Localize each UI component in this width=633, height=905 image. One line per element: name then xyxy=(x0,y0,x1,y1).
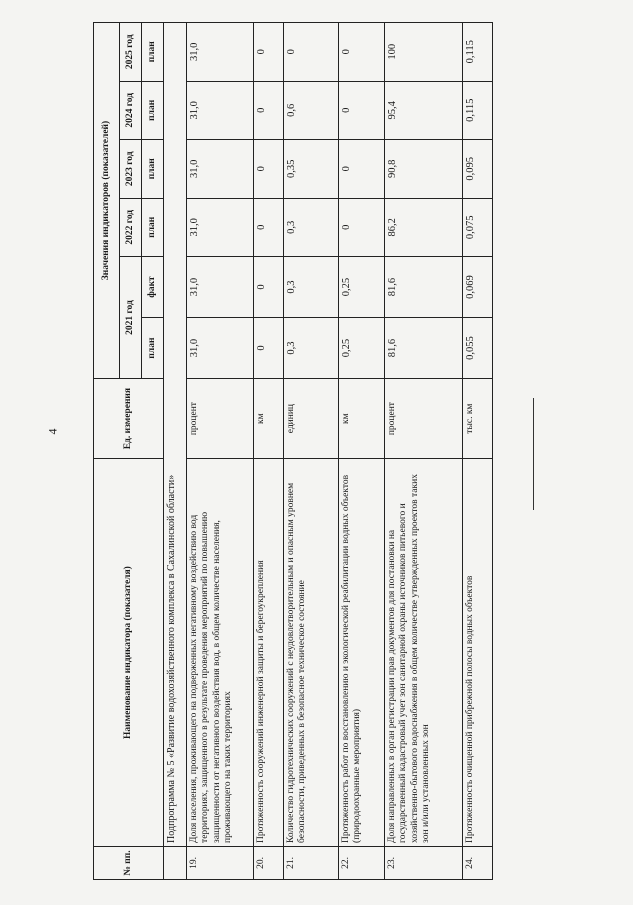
header-2025-plan: план xyxy=(142,23,164,82)
row-2025: 0 xyxy=(253,23,283,82)
row-2021-fact: 0,3 xyxy=(283,257,338,318)
row-2021-fact: 31,0 xyxy=(187,257,254,318)
row-2021-plan: 0 xyxy=(253,318,283,379)
table-row xyxy=(384,23,462,880)
page-number: 4 xyxy=(45,428,60,435)
indicators-sheet xyxy=(93,22,493,880)
row-num: 24. xyxy=(463,846,493,879)
header-unit: Ед. измерения xyxy=(94,379,164,459)
row-2021-plan: 0,055 xyxy=(463,318,493,379)
row-unit: процент xyxy=(187,379,254,459)
table-row xyxy=(463,23,493,880)
row-2023: 90,8 xyxy=(384,140,462,198)
row-num: 23. xyxy=(384,846,462,879)
header-num: № пп. xyxy=(94,846,164,879)
row-num: 19. xyxy=(187,846,254,879)
table-row xyxy=(338,23,384,880)
header-2021-plan: план xyxy=(142,318,164,379)
row-2024: 0,115 xyxy=(463,81,493,139)
header-name: Наименование индикатора (показателя) xyxy=(94,459,164,847)
row-2025: 100 xyxy=(384,23,462,82)
row-2021-fact: 0,25 xyxy=(338,257,384,318)
row-num: 21. xyxy=(283,846,338,879)
row-2022: 0,3 xyxy=(283,198,338,256)
row-unit: процент xyxy=(384,379,462,459)
row-2025: 31,0 xyxy=(187,23,254,82)
row-2022: 0 xyxy=(338,198,384,256)
row-2022: 0 xyxy=(253,198,283,256)
table-header xyxy=(94,23,164,880)
row-2024: 95,4 xyxy=(384,81,462,139)
row-2021-fact: 0 xyxy=(253,257,283,318)
row-name: Протяженность очищенной прибрежной полосы водных объектов xyxy=(463,459,493,847)
table-row xyxy=(283,23,338,880)
subprogram-title: Подпрограмма № 5 «Развитие водохозяйственного комплекса в Сахалинской области» xyxy=(164,23,187,847)
row-name: Протяженность сооружений инженерной защиты и берегоукрепления xyxy=(253,459,283,847)
subprogram-row xyxy=(164,23,187,880)
header-2024-plan: план xyxy=(142,81,164,139)
row-unit: км xyxy=(253,379,283,459)
row-2021-plan: 31,0 xyxy=(187,318,254,379)
header-values: Значения индикаторов (показателей) xyxy=(94,23,120,379)
row-2023: 0,35 xyxy=(283,140,338,198)
row-2021-fact: 0,069 xyxy=(463,257,493,318)
table-row xyxy=(187,23,254,880)
header-2022-plan: план xyxy=(142,198,164,256)
header-year-2025: 2025 год xyxy=(120,23,142,82)
separator-line xyxy=(533,398,534,510)
table-row xyxy=(253,23,283,880)
row-2021-plan: 0,25 xyxy=(338,318,384,379)
row-2023: 0 xyxy=(253,140,283,198)
row-2021-fact: 81,6 xyxy=(384,257,462,318)
row-2023: 31,0 xyxy=(187,140,254,198)
row-2022: 0,075 xyxy=(463,198,493,256)
row-2024: 0 xyxy=(338,81,384,139)
row-2025: 0 xyxy=(283,23,338,82)
row-2022: 86,2 xyxy=(384,198,462,256)
row-2021-plan: 81,6 xyxy=(384,318,462,379)
row-2023: 0,095 xyxy=(463,140,493,198)
row-unit: единиц xyxy=(283,379,338,459)
row-2021-plan: 0,3 xyxy=(283,318,338,379)
row-2022: 31,0 xyxy=(187,198,254,256)
header-year-2022: 2022 год xyxy=(120,198,142,256)
row-name: Доля населения, проживающего на подверженных негативному воздействию вод территориях, защищенного в результате проведения мероприятий по повышению защищенности от негативного воздействия вод, в общем количестве населения, проживающего на таких территориях xyxy=(187,459,254,847)
row-num: 22. xyxy=(338,846,384,879)
header-2023-plan: план xyxy=(142,140,164,198)
row-unit: тыс. км xyxy=(463,379,493,459)
row-2024: 31,0 xyxy=(187,81,254,139)
header-year-2021: 2021 год xyxy=(120,257,142,379)
row-unit: км xyxy=(338,379,384,459)
row-2024: 0,6 xyxy=(283,81,338,139)
row-name: Протяженность работ по восстановлению и экологической реабилитации водных объектов (природоохранные мероприятия) xyxy=(338,459,384,847)
header-year-2024: 2024 год xyxy=(120,81,142,139)
indicators-table xyxy=(93,22,493,880)
row-2025: 0 xyxy=(338,23,384,82)
row-num: 20. xyxy=(253,846,283,879)
header-year-2023: 2023 год xyxy=(120,140,142,198)
row-2024: 0 xyxy=(253,81,283,139)
row-name: Доля направленных в орган регистрации прав документов для постановки на государственный кадастровый учет зон санитарной охраны источников питьевого и хозяйственно-бытового водоснабжения в общем количестве утвержденных проектов таких зон и/или установленных зон xyxy=(384,459,462,847)
row-2025: 0,115 xyxy=(463,23,493,82)
row-2023: 0 xyxy=(338,140,384,198)
header-2021-fact: факт xyxy=(142,257,164,318)
row-name: Количество гидротехнических сооружений с неудовлетворительным и опасным уровнем безопасности, приведенных в безопасное техническое состояние xyxy=(283,459,338,847)
